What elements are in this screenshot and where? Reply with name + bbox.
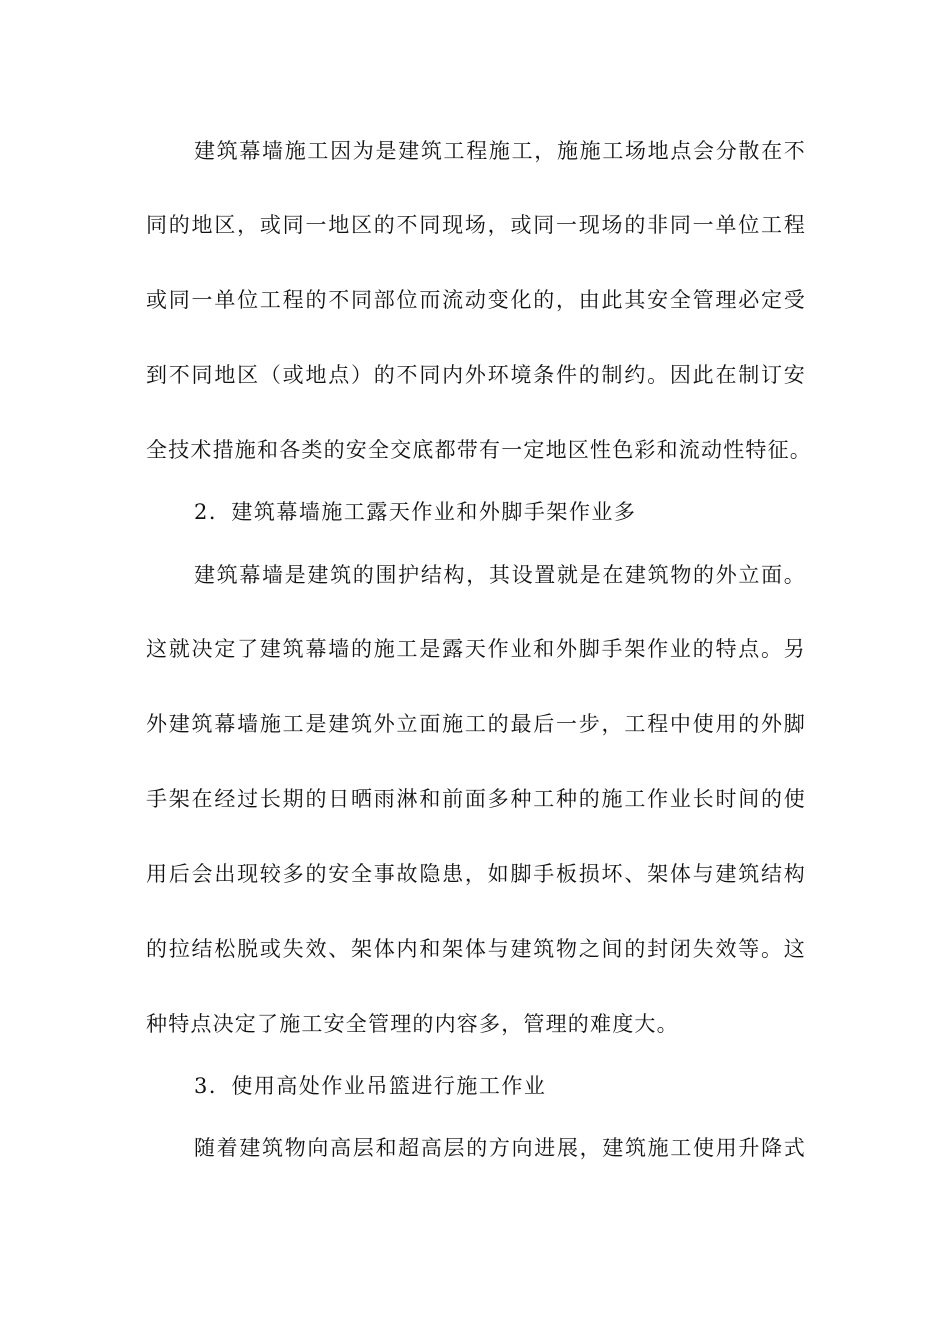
section-heading-3: 3．使用高处作业吊篮进行施工作业 <box>194 1074 547 1098</box>
paragraph-2-line-4: 手架在经过长期的日晒雨淋和前面多种工种的施工作业长时间的使 <box>146 787 806 811</box>
paragraph-1-line-1: 建筑幕墙施工因为是建筑工程施工，施施工场地点会分散在不 <box>194 139 806 163</box>
paragraph-2-line-7: 种特点决定了施工安全管理的内容多，管理的难度大。 <box>146 1012 679 1036</box>
paragraph-1-line-4: 到不同地区（或地点）的不同内外环境条件的制约。因此在制订安 <box>146 363 806 387</box>
paragraph-1-line-5: 全技术措施和各类的安全交底都带有一定地区性色彩和流动性特征。 <box>146 438 812 462</box>
paragraph-2-line-5: 用后会出现较多的安全事故隐患，如脚手板损坏、架体与建筑结构 <box>146 862 806 886</box>
paragraph-3-line-1: 随着建筑物向高层和超高层的方向进展，建筑施工使用升降式 <box>194 1136 806 1160</box>
paragraph-2-line-3: 外建筑幕墙施工是建筑外立面施工的最后一步，工程中使用的外脚 <box>146 712 806 736</box>
section-heading-2: 2．建筑幕墙施工露天作业和外脚手架作业多 <box>194 500 637 524</box>
paragraph-1-line-3: 或同一单位工程的不同部位而流动变化的，由此其安全管理必定受 <box>146 288 806 312</box>
paragraph-1-line-2: 同的地区，或同一地区的不同现场，或同一现场的非同一单位工程 <box>146 213 806 237</box>
paragraph-2-line-2: 这就决定了建筑幕墙的施工是露天作业和外脚手架作业的特点。另 <box>146 637 806 661</box>
paragraph-2-line-1: 建筑幕墙是建筑的围护结构，其设置就是在建筑物的外立面。 <box>194 563 806 587</box>
paragraph-2-line-6: 的拉结松脱或失效、架体内和架体与建筑物之间的封闭失效等。这 <box>146 937 806 961</box>
